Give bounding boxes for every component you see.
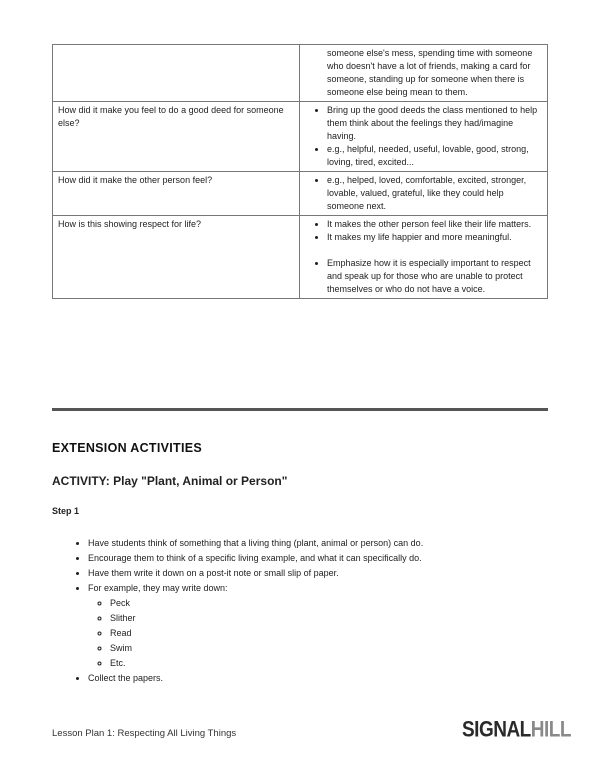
logo-text-hill: HILL xyxy=(530,718,571,743)
answer-list xyxy=(305,257,542,296)
logo-text-signal: SIGNAL xyxy=(462,718,531,743)
list-item: • It makes the other person feel like their life matters. xyxy=(327,218,542,231)
extension-heading: EXTENSION ACTIVITIES xyxy=(52,441,202,455)
list-item-text: For example, they may write down: xyxy=(88,583,228,593)
table-row xyxy=(53,172,548,216)
spacer xyxy=(305,244,542,257)
list-item: • Have them write it down on a post-it note or small slip of paper. xyxy=(88,566,578,581)
example-item: ◦ Read xyxy=(110,626,578,641)
question-cell: How did it make the other person feel? xyxy=(53,172,300,216)
footer-lesson-title: Lesson Plan 1: Respecting All Living Things xyxy=(52,728,237,739)
question-cell: How did it make you feel to do a good deed for someone else? xyxy=(53,102,300,172)
question-cell xyxy=(53,45,300,102)
signal-hill-logo xyxy=(462,718,571,743)
discussion-table xyxy=(52,44,548,299)
answer-cell xyxy=(300,102,548,172)
table-row xyxy=(53,216,548,299)
list-item: • It makes my life happier and more meaningful. xyxy=(327,231,542,244)
example-item: ◦ Swim xyxy=(110,641,578,656)
answer-cell xyxy=(300,45,548,102)
table-row xyxy=(53,102,548,172)
step-label: Step 1 xyxy=(52,506,80,516)
question-cell: How is this showing respect for life? xyxy=(53,216,300,299)
example-item: ◦ Slither xyxy=(110,611,578,626)
answer-cell xyxy=(300,216,548,299)
answer-cell xyxy=(300,172,548,216)
activity-title: ACTIVITY: Play "Plant, Animal or Person" xyxy=(52,474,288,488)
list-item: • e.g., helpful, needed, useful, lovable, good, strong, loving, tired, excited... xyxy=(327,143,542,169)
section-divider xyxy=(52,408,548,411)
example-item: ◦ Peck xyxy=(110,596,578,611)
example-item: ◦ Etc. xyxy=(110,656,578,671)
example-list xyxy=(88,596,578,671)
list-item: • Collect the papers. xyxy=(88,671,578,686)
list-item: • Encourage them to think of a specific living example, and what it can specifically do. xyxy=(88,551,578,566)
list-item: • Have students think of something that a living thing (plant, animal or person) can do. xyxy=(88,536,578,551)
answer-list xyxy=(305,174,542,213)
answer-list xyxy=(305,104,542,169)
list-item xyxy=(88,581,578,671)
list-item: • Bring up the good deeds the class mentioned to help them think about the feelings they had/imagine having. xyxy=(327,104,542,143)
answer-continuation: someone else's mess, spending time with someone who doesn't have a lot of friends, making a card for someone, standing up for someone when there is someone else being mean to them. xyxy=(327,48,533,97)
answer-list xyxy=(305,218,542,244)
list-item: • e.g., helped, loved, comfortable, excited, stronger, lovable, valued, grateful, like they could help someone next. xyxy=(327,174,542,213)
step-list xyxy=(52,536,578,686)
list-item: • Emphasize how it is especially important to respect and speak up for those who are unable to protect themselves or who do not have a voice. xyxy=(327,257,542,296)
table-row xyxy=(53,45,548,102)
